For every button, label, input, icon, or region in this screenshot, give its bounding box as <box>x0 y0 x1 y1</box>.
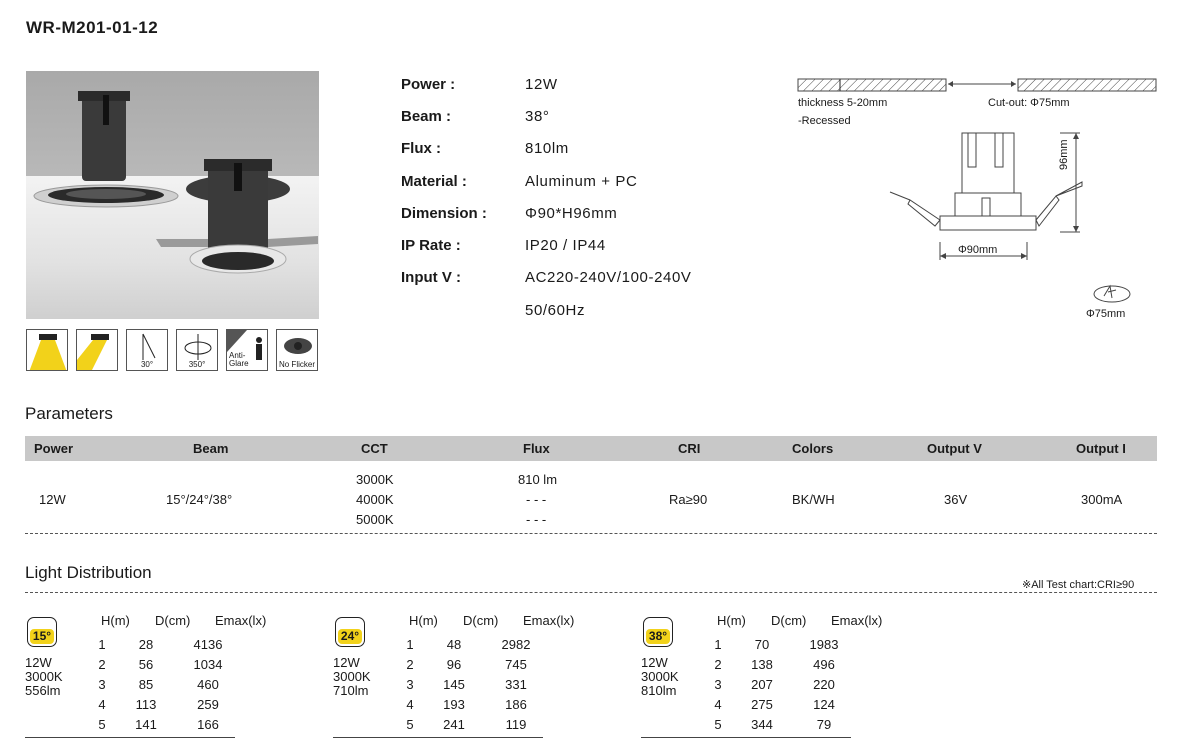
cell-power: 12W <box>39 492 66 507</box>
table-cell: 138 <box>751 657 773 672</box>
tilt-angle-icon: 30° <box>126 329 168 371</box>
table-cell: 1 <box>406 637 414 652</box>
cell-colors: BK/WH <box>792 492 835 507</box>
tilted-beam-icon <box>76 329 118 371</box>
cell-cct: 4000K <box>356 492 394 507</box>
table-cell: 1 <box>714 637 722 652</box>
table-cell: 2 <box>98 657 106 672</box>
table-bottom-line <box>333 737 543 738</box>
table-cell: 207 <box>751 677 773 692</box>
cell-cri: Ra≥90 <box>669 492 708 507</box>
product-code: WR-M201-01-12 <box>26 18 159 37</box>
thickness-label: thickness 5-20mm <box>798 97 888 109</box>
beam-angle-badge <box>643 617 673 647</box>
parameters-heading: Parameters <box>25 404 113 423</box>
beam-angle: 38° <box>648 629 668 643</box>
parameters-table-header <box>25 436 1157 461</box>
table-cell: 5 <box>714 717 722 732</box>
cutout-icon-label: Φ75mm <box>1086 308 1126 320</box>
table-cell: 259 <box>197 697 219 712</box>
table-bottom-line <box>25 737 235 738</box>
spot-beam-icon <box>26 329 68 371</box>
table-cell: 3 <box>98 677 106 692</box>
column-header: D(cm) <box>463 613 499 628</box>
table-cell: 85 <box>138 677 154 692</box>
table-cell: 275 <box>751 697 773 712</box>
test-chart-note: ※All Test chart:CRI≥90 <box>1022 579 1135 591</box>
spec-label: Dimension : <box>401 205 487 222</box>
table-cell: 56 <box>138 657 154 672</box>
block-info: 3000K <box>333 669 371 684</box>
column-header: Emax(lx) <box>831 613 883 628</box>
table-cell: 124 <box>813 697 835 712</box>
beam-angle: 15° <box>32 629 52 643</box>
column-header: CRI <box>678 441 701 456</box>
table-cell: 4 <box>98 697 106 712</box>
column-header: Flux <box>523 441 550 456</box>
table-cell: 145 <box>443 677 465 692</box>
table-cell: 119 <box>505 717 527 732</box>
cutout-label: Cut-out: Φ75mm <box>988 97 1070 109</box>
table-cell: 1983 <box>809 637 839 652</box>
cell-cct: 3000K <box>356 472 394 487</box>
beam-angle-badge <box>335 617 365 647</box>
table-cell: 496 <box>813 657 835 672</box>
column-header: H(m) <box>717 613 746 628</box>
divider <box>25 533 1157 534</box>
no-flicker-icon: No Flicker <box>276 329 318 371</box>
spec-label: Material : <box>401 173 467 190</box>
table-cell: 460 <box>197 677 219 692</box>
product-photo <box>26 71 319 319</box>
cell-flux: - - - <box>526 512 547 527</box>
table-cell: 5 <box>406 717 414 732</box>
table-cell: 4 <box>714 697 722 712</box>
light-distribution-heading: Light Distribution <box>25 563 152 582</box>
block-info: 810lm <box>641 683 677 698</box>
column-header: D(cm) <box>771 613 807 628</box>
table-cell: 241 <box>443 717 465 732</box>
spec-label: Power : <box>401 76 456 93</box>
diameter-label: Φ90mm <box>958 244 998 256</box>
cell-cct: 5000K <box>356 512 394 527</box>
recessed-label: -Recessed <box>798 115 851 127</box>
anti-glare-icon: Anti- Glare <box>226 329 268 371</box>
spec-value: 38° <box>525 108 550 125</box>
column-header: Output V <box>927 441 982 456</box>
block-info: 3000K <box>641 669 679 684</box>
column-header: Colors <box>792 441 834 456</box>
column-header: Emax(lx) <box>215 613 267 628</box>
spec-label: Flux : <box>401 140 441 157</box>
table-cell: 193 <box>443 697 465 712</box>
cell-beam: 15°/24°/38° <box>166 492 233 507</box>
table-cell: 28 <box>138 637 154 652</box>
table-cell: 5 <box>98 717 106 732</box>
table-cell: 186 <box>505 697 527 712</box>
spec-label: Input V : <box>401 269 461 286</box>
table-cell: 3 <box>406 677 414 692</box>
table-cell: 96 <box>446 657 462 672</box>
column-header: Emax(lx) <box>523 613 575 628</box>
cell-output-v: 36V <box>944 492 968 507</box>
column-header: D(cm) <box>155 613 191 628</box>
table-cell: 2982 <box>501 637 531 652</box>
cell-flux: 810 lm <box>518 472 558 487</box>
column-header: Power <box>34 441 74 456</box>
table-cell: 166 <box>197 717 219 732</box>
block-info: 3000K <box>25 669 63 684</box>
table-cell: 344 <box>751 717 773 732</box>
column-header: H(m) <box>409 613 438 628</box>
block-info: 12W <box>25 655 52 670</box>
spec-value: 12W <box>525 76 558 93</box>
spec-value: Aluminum + PC <box>525 173 638 190</box>
table-cell: 141 <box>135 717 157 732</box>
spec-value: IP20 / IP44 <box>525 237 606 254</box>
spec-label: IP Rate : <box>401 237 461 254</box>
beam-angle-badge <box>27 617 57 647</box>
table-cell: 4 <box>406 697 414 712</box>
table-cell: 1034 <box>193 657 223 672</box>
column-header: CCT <box>361 441 388 456</box>
spec-value: 50/60Hz <box>525 302 586 319</box>
table-cell: 48 <box>446 637 462 652</box>
table-cell: 4136 <box>193 637 223 652</box>
table-cell: 79 <box>816 717 832 732</box>
spec-value: AC220-240V/100-240V <box>525 269 692 286</box>
table-cell: 3 <box>714 677 722 692</box>
table-cell: 331 <box>505 677 527 692</box>
block-info: 12W <box>333 655 360 670</box>
table-cell: 220 <box>813 677 835 692</box>
cell-flux: - - - <box>526 492 547 507</box>
table-cell: 2 <box>406 657 414 672</box>
spec-label: Beam : <box>401 108 452 125</box>
spec-value: Φ90*H96mm <box>525 205 618 222</box>
table-cell: 2 <box>714 657 722 672</box>
column-header: H(m) <box>101 613 130 628</box>
spec-value: 810lm <box>525 140 569 157</box>
beam-angle: 24° <box>340 629 360 643</box>
table-cell: 70 <box>754 637 770 652</box>
technical-drawing <box>790 70 1170 330</box>
block-info: 556lm <box>25 683 61 698</box>
divider <box>25 592 1157 593</box>
block-info: 12W <box>641 655 668 670</box>
table-bottom-line <box>641 737 851 738</box>
column-header: Output I <box>1076 441 1126 456</box>
cell-output-i: 300mA <box>1081 492 1123 507</box>
table-cell: 113 <box>135 697 157 712</box>
column-header: Beam <box>193 441 229 456</box>
block-info: 710lm <box>333 683 369 698</box>
height-label: 96mm <box>1058 139 1070 170</box>
rotation-icon: 350° <box>176 329 218 371</box>
table-cell: 745 <box>505 657 527 672</box>
table-cell: 1 <box>98 637 106 652</box>
